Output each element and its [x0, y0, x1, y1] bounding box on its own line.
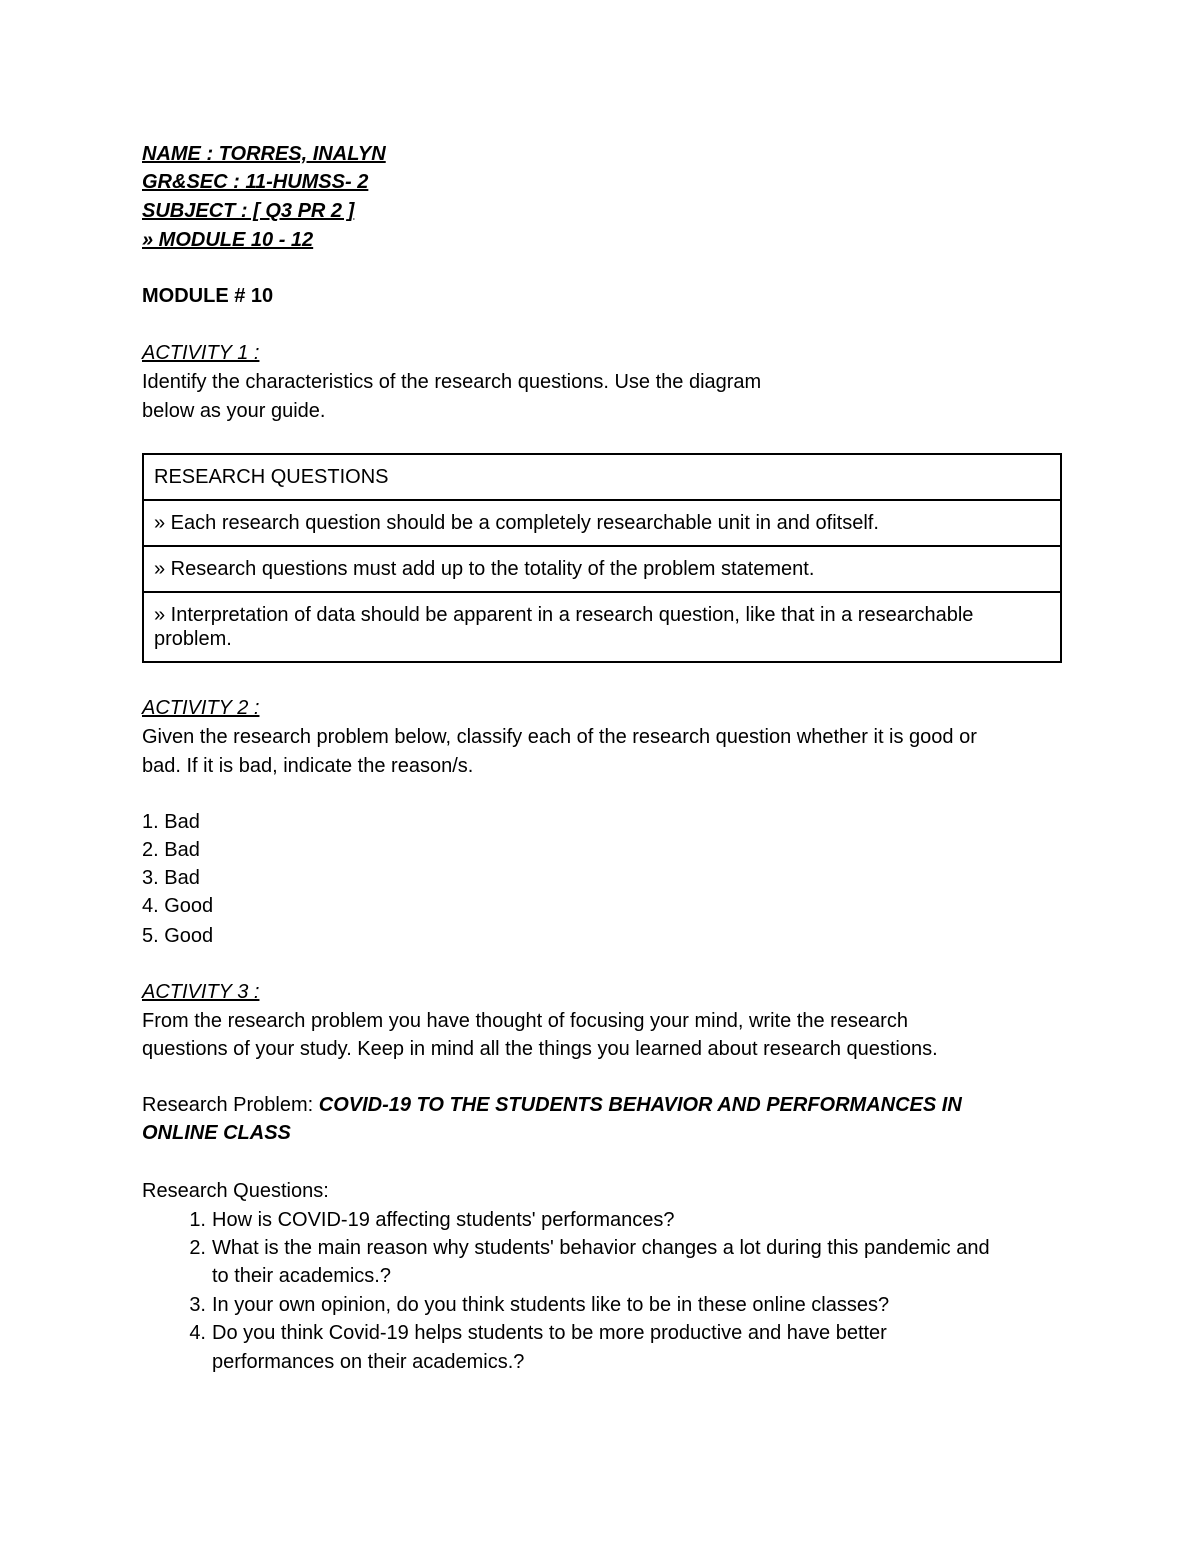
module-range: » MODULE 10 - 12	[142, 229, 314, 251]
research-problem	[142, 1091, 962, 1119]
list-item-number: 1.	[189, 1209, 206, 1231]
activity-2-label: ACTIVITY 2 :	[142, 697, 260, 719]
research-questions-table	[142, 453, 1062, 663]
list-item-text: What is the main reason why students' behavior changes a lot during this pandemic and	[212, 1237, 990, 1259]
answer-item: 1. Bad	[142, 811, 200, 833]
list-item-text: How is COVID-19 affecting students' performances?	[212, 1209, 675, 1231]
list-item	[142, 1291, 1062, 1319]
research-problem-title-cont: ONLINE CLASS	[142, 1122, 291, 1144]
list-item-text: In your own opinion, do you think students like to be in these online classes?	[212, 1294, 890, 1316]
grade-section: GR&SEC : 11-HUMSS- 2	[142, 171, 369, 193]
answer-item: 2. Bad	[142, 839, 200, 861]
subject: SUBJECT : [ Q3 PR 2 ]	[142, 200, 355, 222]
activity-1-label: ACTIVITY 1 :	[142, 342, 260, 364]
list-item-text: Do you think Covid-19 helps students to be more productive and have better	[212, 1322, 887, 1344]
table-row: » Each research question should be a completely researchable unit in and ofitself.	[143, 500, 1061, 546]
activity-3-instruction-cont: questions of your study. Keep in mind all the things you learned about research questions.	[142, 1038, 938, 1060]
table-row: » Research questions must add up to the totality of the problem statement.	[143, 546, 1061, 592]
answer-item: 4. Good	[142, 895, 214, 917]
list-item-text: performances on their academics.?	[212, 1351, 525, 1373]
activity-1-instruction-cont: below as your guide.	[142, 400, 326, 422]
research-problem-label: Research Problem:	[142, 1094, 319, 1116]
answer-item: 5. Good	[142, 925, 214, 947]
list-item-number: 3.	[189, 1294, 206, 1316]
table-row: » Interpretation of data should be apparent in a research question, like that in a researchable problem.	[143, 592, 1061, 662]
list-item-text: to their academics.?	[212, 1265, 391, 1287]
activity-1-instruction: Identify the characteristics of the research questions. Use the diagram	[142, 371, 762, 393]
list-item	[142, 1319, 1062, 1347]
list-item	[142, 1234, 1062, 1262]
activity-2-instruction-cont: bad. If it is bad, indicate the reason/s.	[142, 755, 474, 777]
answer-item: 3. Bad	[142, 867, 200, 889]
list-item-number: 4.	[189, 1322, 206, 1344]
table-heading: RESEARCH QUESTIONS	[143, 454, 1061, 500]
research-problem-title: COVID-19 TO THE STUDENTS BEHAVIOR AND PERFORMANCES IN	[318, 1094, 962, 1116]
student-name: NAME : TORRES, INALYN	[142, 143, 386, 165]
activity-3-label: ACTIVITY 3 :	[142, 981, 260, 1003]
list-item	[142, 1206, 1062, 1234]
activity-2-instruction: Given the research problem below, classify each of the research question whether it is good or	[142, 726, 977, 748]
activity-3-instruction: From the research problem you have thought of focusing your mind, write the research	[142, 1010, 908, 1032]
module-title: MODULE # 10	[142, 285, 274, 307]
list-item-number: 2.	[189, 1237, 206, 1259]
list-item-cont	[142, 1348, 1062, 1376]
research-questions-label: Research Questions:	[142, 1180, 329, 1202]
list-item-cont	[142, 1262, 1062, 1290]
